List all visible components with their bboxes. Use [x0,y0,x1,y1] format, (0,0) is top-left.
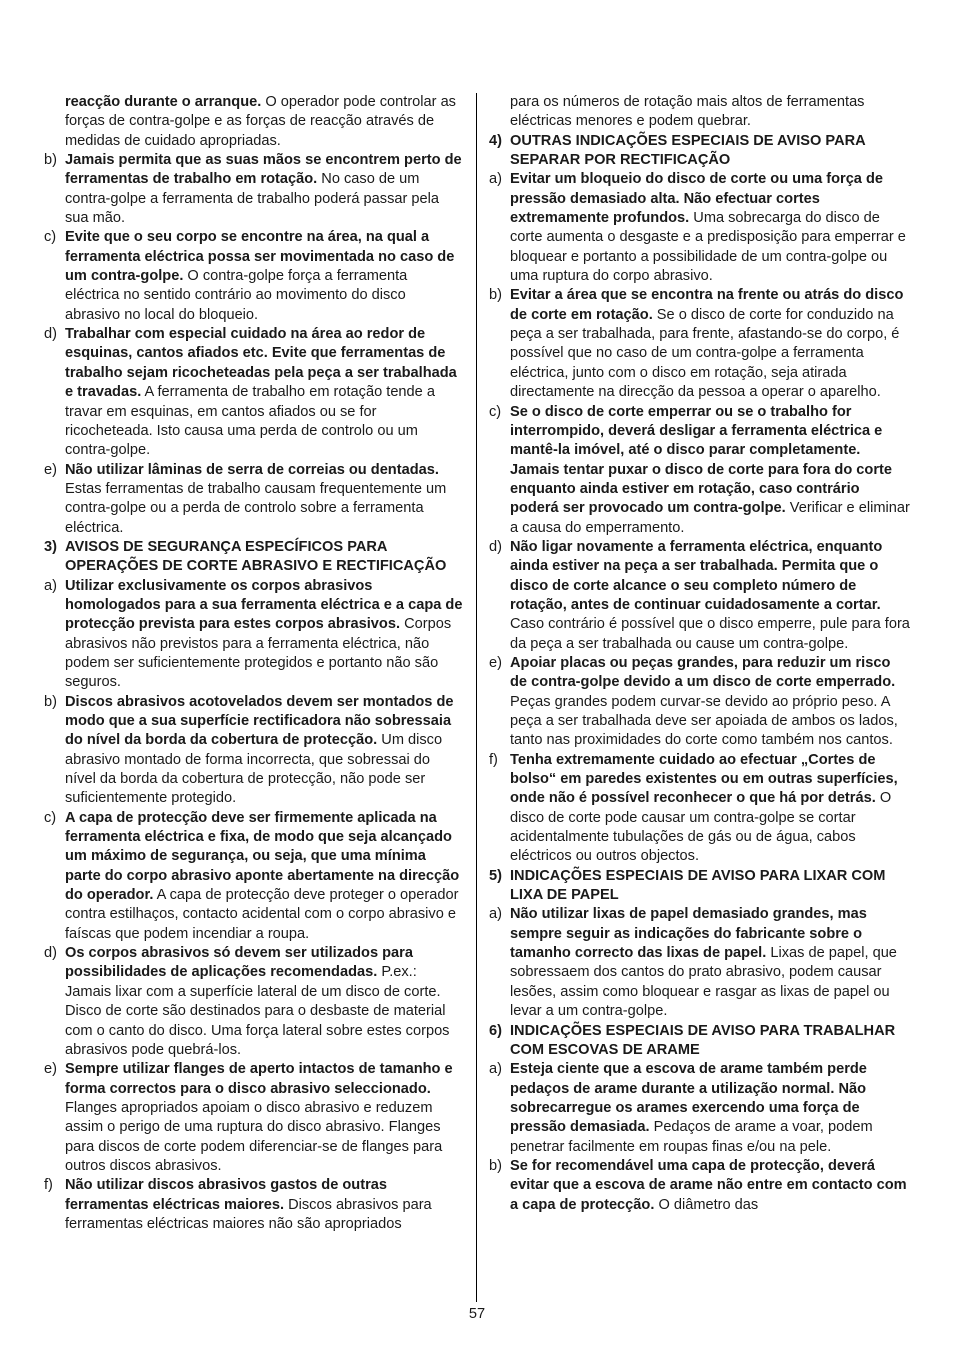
item-label: e) [44,1061,57,1078]
item-label: d) [44,326,57,343]
list-item [44,461,464,538]
list-item [489,1157,911,1215]
left-list-a [44,151,464,538]
item-text: A ferramenta de trabalho em rotação tende a travar em esquinas, em cantos afiados ou se for ricocheteada. Isto causa uma perda de controlo ou um contra-golpe. [65,384,435,459]
item-label: c) [489,403,502,420]
list-item [44,151,464,228]
item-label: b) [44,693,57,710]
list-item [489,538,911,654]
item-text: Estas ferramentas de trabalho causam frequentemente um contra-golpe ou a perda de controlo sobre a ferramenta eléctrica. [65,480,447,536]
item-label: f) [44,1177,53,1194]
item-text: Um disco abrasivo montado de forma incorrecta, que sobressai do nível da borda da cobertura de protecção, não pode ser suficientemente protegido. [65,732,443,807]
intro-paragraph [44,93,464,151]
list-item [44,1176,464,1234]
list-item [489,751,911,867]
item-bold-text: Evite que o seu corpo se encontre na área, na qual a ferramenta eléctrica possa ser movimentada no caso de um contra-golpe. [65,229,455,285]
item-bold-text: Jamais permita que as suas mãos se encontrem perto de ferramentas de trabalho em rotação. [65,152,462,188]
item-bold-text: Evitar um bloqueio do disco de corte ou uma força de pressão demasiado alta. Não efectuar cortes extremamente profundos. [510,171,884,227]
item-bold-text: Evitar a área que se encontra na frente ou atrás do disco de corte em rotação. [510,287,904,323]
item-bold-text: Não ligar novamente a ferramenta eléctrica, enquanto ainda estiver na peça a ser trabalhada. Permita que o disco de corte alcance o seu completo número de rotação, antes de continuar cuidadosamente a cortar. [510,538,883,613]
item-bold-text: A capa de protecção deve ser firmemente aplicada na ferramenta eléctrica e fixa, de modo que seja alcançado um máximo de segurança, ou seja, que uma mínima parte do corpo abrasivo aponte abertamente na direcção do operador. [65,809,460,904]
item-bold-text: Discos abrasivos acotovelados devem ser montados de modo que a sua superfície rectificadora não sobressaia do nível da borda da cobertura de protecção. [65,693,454,749]
item-bold-text: Os corpos abrasivos só devem ser utilizados para possibilidades de aplicações recomendadas. [65,945,413,981]
item-bold-text: Sempre utilizar flanges de aperto intactos de tamanho e forma correctos para o disco abrasivo seleccionado. [65,1061,453,1097]
section-title: INDICAÇÕES ESPECIAIS DE AVISO PARA TRABALHAR COM ESCOVAS DE ARAME [510,1022,896,1058]
section-number: 3) [44,538,57,555]
item-label: a) [489,171,502,188]
list-item [489,654,911,751]
section-number: 6) [489,1022,502,1039]
list-item [489,905,911,1021]
right-list-6 [489,1060,911,1215]
section-6-heading [489,1022,911,1061]
item-bold-text: Não utilizar discos abrasivos gastos de outras ferramentas eléctricas maiores. [65,1177,387,1213]
column-divider [476,93,477,1302]
section-3-heading [44,538,464,577]
section-title: INDICAÇÕES ESPECIAIS DE AVISO PARA LIXAR COM LIXA DE PAPEL [510,867,886,904]
item-bold-text: Não utilizar lâminas de serra de correias ou dentadas. [65,461,439,478]
item-label: c) [44,809,57,826]
right-list-5 [489,905,911,1021]
item-bold-text: Não utilizar lixas de papel demasiado grandes, mas sempre seguir as indicações do fabricante sobre o tamanho correcto das lixas de papel. [510,906,867,962]
item-text: Flanges apropriados apoiam o disco abrasivo e reduzem assim o perigo de uma ruptura do disco abrasivo. Flanges para discos de corte podem diferenciar-se de flanges para outros discos abrasivos. [65,1099,443,1174]
section-5-heading [489,867,911,906]
list-item [44,228,464,325]
item-text: O contra-golpe força a ferramenta eléctrica no sentido contrário ao movimento do disco abrasivo no local do bloqueio. [65,268,408,323]
item-label: b) [44,152,57,169]
item-text: Corpos abrasivos não previstos para a ferramenta eléctrica, não podem ser suficientemente protegidos e portanto não são seguros. [65,616,452,691]
list-item [489,403,911,538]
left-list-b [44,577,464,1235]
section-number: 5) [489,867,502,884]
item-text: Discos abrasivos para ferramentas eléctricas maiores não são apropriados [65,1196,432,1232]
item-text: Se o disco de corte for conduzido na peça a ser trabalhada, para frente, afastando-se do corpo, é possível que no caso de um contra-golpe a ferramenta eléctrica, junto com o disco em rotação, seja atirada directamente na direcção da pessoa a operar o aparelho. [510,306,900,401]
list-item [489,286,911,402]
item-text: Caso contrário é possível que o disco emperre, pule para fora da peça a ser trabalhada ou cause um contra-golpe. [510,616,910,652]
continuation-paragraph: para os números de rotação mais altos de ferramentas eléctricas menores e podem quebrar. [510,94,865,130]
left-column [44,93,464,1234]
item-bold-text: Utilizar exclusivamente os corpos abrasivos homologados para a sua ferramenta eléctrica e a capa de protecção prevista para estes corpos abrasivos. [65,577,463,633]
item-label: a) [44,577,57,594]
intro-bold: reacção durante o arranque. [65,94,262,110]
item-label: b) [489,287,502,304]
section-title: AVISOS DE SEGURANÇA ESPECÍFICOS PARA OPERAÇÕES DE CORTE ABRASIVO E RECTIFICAÇÃO [65,538,447,575]
item-label: a) [489,1061,502,1078]
item-text: No caso de um contra-golpe a ferramenta de trabalho poderá passar pela sua mão. [65,171,440,227]
item-bold-text: Esteja ciente que a escova de arame também perde pedaços de arame durante a utilização normal. Não sobrecarregue os arames exercendo uma força de pressão demasiada. [510,1061,867,1136]
item-label: d) [489,538,502,555]
list-item [489,1060,911,1157]
list-item [44,325,464,460]
section-number: 4) [489,132,502,149]
item-text: Uma sobrecarga do disco de corte aumenta o desgaste e a predisposição para emperrar e bloquear e portanto a possibilidade de um contra-golpe ou uma ruptura do corpo abrasivo. [510,210,906,285]
item-text: A capa de protecção deve proteger o operador contra estilhaços, contacto acidental com o corpo abrasivo e faíscas que podem incendiar a roupa. [65,887,459,942]
item-text: Lixas de papel, que sobressaem dos cantos do prato abrasivo, podem causar lesões, assim como bloquear e rasgar as lixas de papel ou levar a um contra-golpe. [510,945,897,1020]
item-bold-text: Tenha extremamente cuidado ao efectuar „Cortes de bolso“ em paredes existentes ou em outras superfícies, onde não é possível reconhecer o que há por detrás. [510,751,898,807]
item-label: a) [489,906,502,923]
intro-text: O operador pode controlar as forças de contra-golpe e as forças de reacção através de medidas de cuidado apropriadas. [65,94,456,149]
item-text: O diâmetro das [654,1196,759,1213]
item-text: P.ex.: Jamais lixar com a superfície lateral de um disco de corte. Disco de corte são destinados para o desbaste de material com o canto do disco. Uma força lateral sobre estes corpos abrasivos pode quebrá-los. [65,964,450,1058]
list-item [44,577,464,693]
item-label: e) [44,461,57,478]
item-label: b) [489,1157,502,1174]
list-item [44,1060,464,1176]
item-bold-text: Se for recomendável uma capa de protecção, deverá evitar que a escova de arame não entre em contacto com a capa de protecção. [510,1157,907,1213]
item-text: O disco de corte pode causar um contra-golpe se cortar acidentalmente tubulações de gás ou de água, cabos eléctricos ou outros objectos. [510,790,892,865]
section-4-heading [489,132,911,171]
page-number: 57 [468,1306,486,1322]
list-item [489,170,911,286]
list-item [44,809,464,944]
list-item [44,944,464,1060]
section-title: OUTRAS INDICAÇÕES ESPECIAIS DE AVISO PARA SEPARAR POR RECTIFICAÇÃO [510,132,866,169]
right-list-4 [489,170,911,866]
item-label: c) [44,229,57,246]
item-text: Pedaços de arame a voar, podem penetrar facilmente em roupas finas e/ou na pele. [510,1119,873,1155]
right-column [489,93,911,1215]
item-label: d) [44,945,57,962]
item-bold-text: Trabalhar com especial cuidado na área ao redor de esquinas, cantos afiados etc. Evite que ferramentas de trabalho sejam ricocheteadas pela peça a ser trabalhada e travadas. [65,326,457,401]
item-label: e) [489,654,502,671]
item-text: Peças grandes podem curvar-se devido ao próprio peso. A peça a ser trabalhada deve ser apoiada de ambos os lados, tanto nas proximidades do corte como também nos cantos. [510,693,898,749]
item-text: Verificar e eliminar a causa do emperramento. [510,500,910,536]
item-label: f) [489,751,498,768]
item-bold-text: Apoiar placas ou peças grandes, para reduzir um risco de contra-golpe devido a um disco de corte emperrado. [510,654,896,691]
list-item [44,693,464,809]
item-bold-text: Se o disco de corte emperrar ou se o trabalho for interrompido, deverá desligar a ferramenta eléctrica e mantê-la imóvel, até o disco parar completamente. Jamais tentar puxar o disco de corte para fora do corte enquanto ainda estiver em rotação, caso contrário poderá ser provocado um contra-golpe. [510,403,892,517]
